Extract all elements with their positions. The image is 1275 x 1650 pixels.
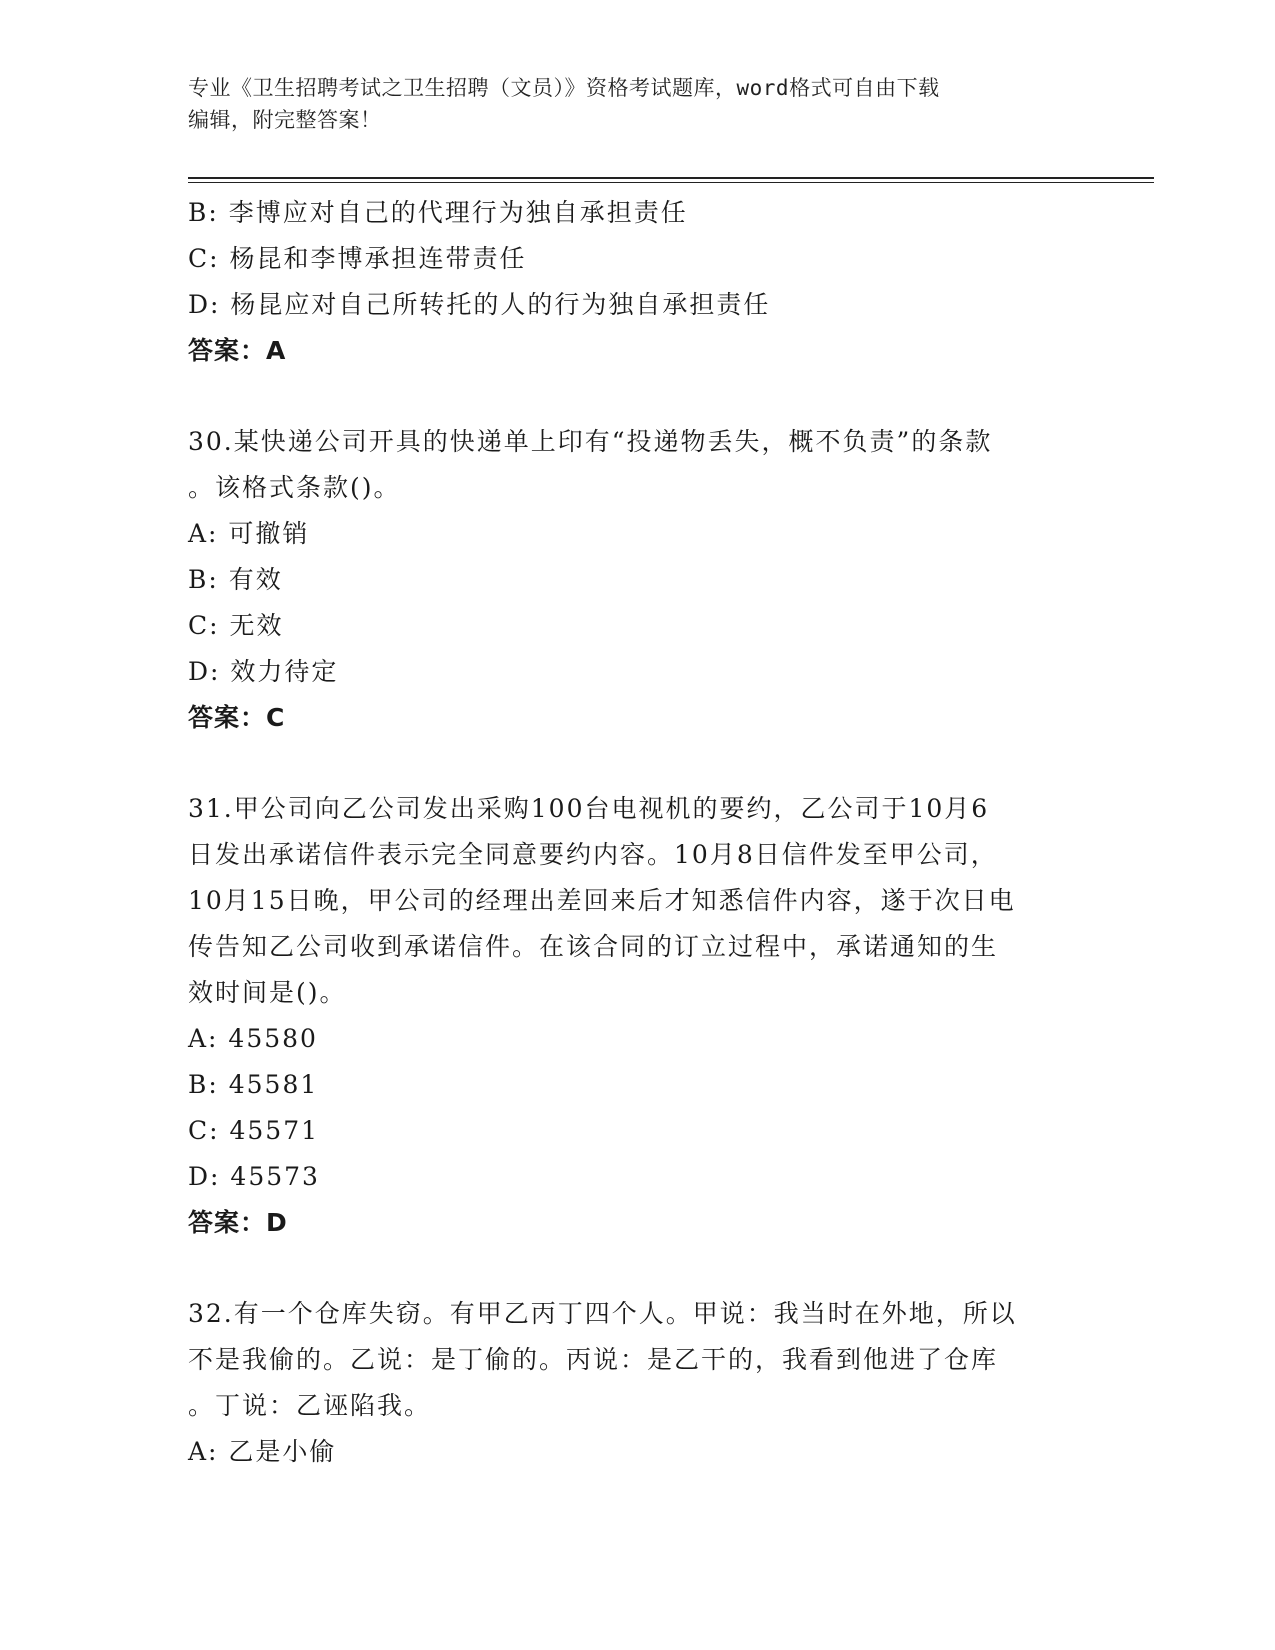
q31-option-a: A: 45580 — [188, 1024, 318, 1053]
q30-answer: 答案：C — [188, 703, 286, 732]
q29-option-d: D: 杨昆应对自己所转托的人的行为独自承担责任 — [188, 290, 771, 319]
q32-option-a: A: 乙是小偷 — [188, 1437, 337, 1466]
q29-option-c: C: 杨昆和李博承担连带责任 — [188, 244, 527, 273]
q31-stem-line: 日发出承诺信件表示完全同意要约内容。10月8日信件发至甲公司， — [188, 840, 998, 869]
header-line-2: 编辑，附完整答案！ — [188, 108, 382, 132]
header-divider-thin — [188, 182, 1154, 183]
q29-option-b: B: 李博应对自己的代理行为独自承担责任 — [188, 198, 688, 227]
question-content — [188, 190, 1078, 1475]
header-line-1: 专业《卫生招聘考试之卫生招聘（文员）》资格考试题库，word格式可自由下载 — [188, 76, 940, 100]
question-30 — [188, 419, 1078, 741]
question-29 — [188, 190, 1078, 374]
spacer — [188, 1246, 1078, 1291]
q31-stem-line: 效时间是()。 — [188, 978, 347, 1007]
q32-stem-line: 不是我偷的。乙说：是丁偷的。丙说：是乙干的，我看到他进了仓库 — [188, 1345, 999, 1374]
q30-option-d: D: 效力待定 — [188, 657, 339, 686]
q31-option-b: B: 45581 — [188, 1070, 319, 1099]
spacer — [188, 374, 1078, 419]
q32-stem-line: 。丁说：乙诬陷我。 — [188, 1391, 432, 1420]
q30-stem-line: 。该格式条款()。 — [188, 473, 401, 502]
q31-option-d: D: 45573 — [188, 1162, 320, 1191]
question-31 — [188, 786, 1078, 1246]
q29-answer: 答案：A — [188, 336, 287, 365]
page-header — [188, 72, 1088, 136]
q31-stem-line: 10月15日晚，甲公司的经理出差回来后才知悉信件内容，遂于次日电 — [188, 886, 1016, 915]
q31-answer: 答案：D — [188, 1208, 288, 1237]
spacer — [188, 741, 1078, 786]
q31-stem-line: 31.甲公司向乙公司发出采购100台电视机的要约，乙公司于10月6 — [188, 794, 990, 823]
q30-option-b: B: 有效 — [188, 565, 283, 594]
question-32 — [188, 1291, 1078, 1475]
q30-option-a: A: 可撤销 — [188, 519, 310, 548]
q31-option-c: C: 45571 — [188, 1116, 320, 1145]
header-divider-thick — [188, 177, 1154, 179]
q31-stem-line: 传告知乙公司收到承诺信件。在该合同的订立过程中，承诺通知的生 — [188, 932, 999, 961]
q32-stem-line: 32.有一个仓库失窃。有甲乙丙丁四个人。甲说：我当时在外地，所以 — [188, 1299, 1017, 1328]
q30-stem-line: 30.某快递公司开具的快递单上印有“投递物丢失，概不负责”的条款 — [188, 427, 993, 456]
q30-option-c: C: 无效 — [188, 611, 284, 640]
